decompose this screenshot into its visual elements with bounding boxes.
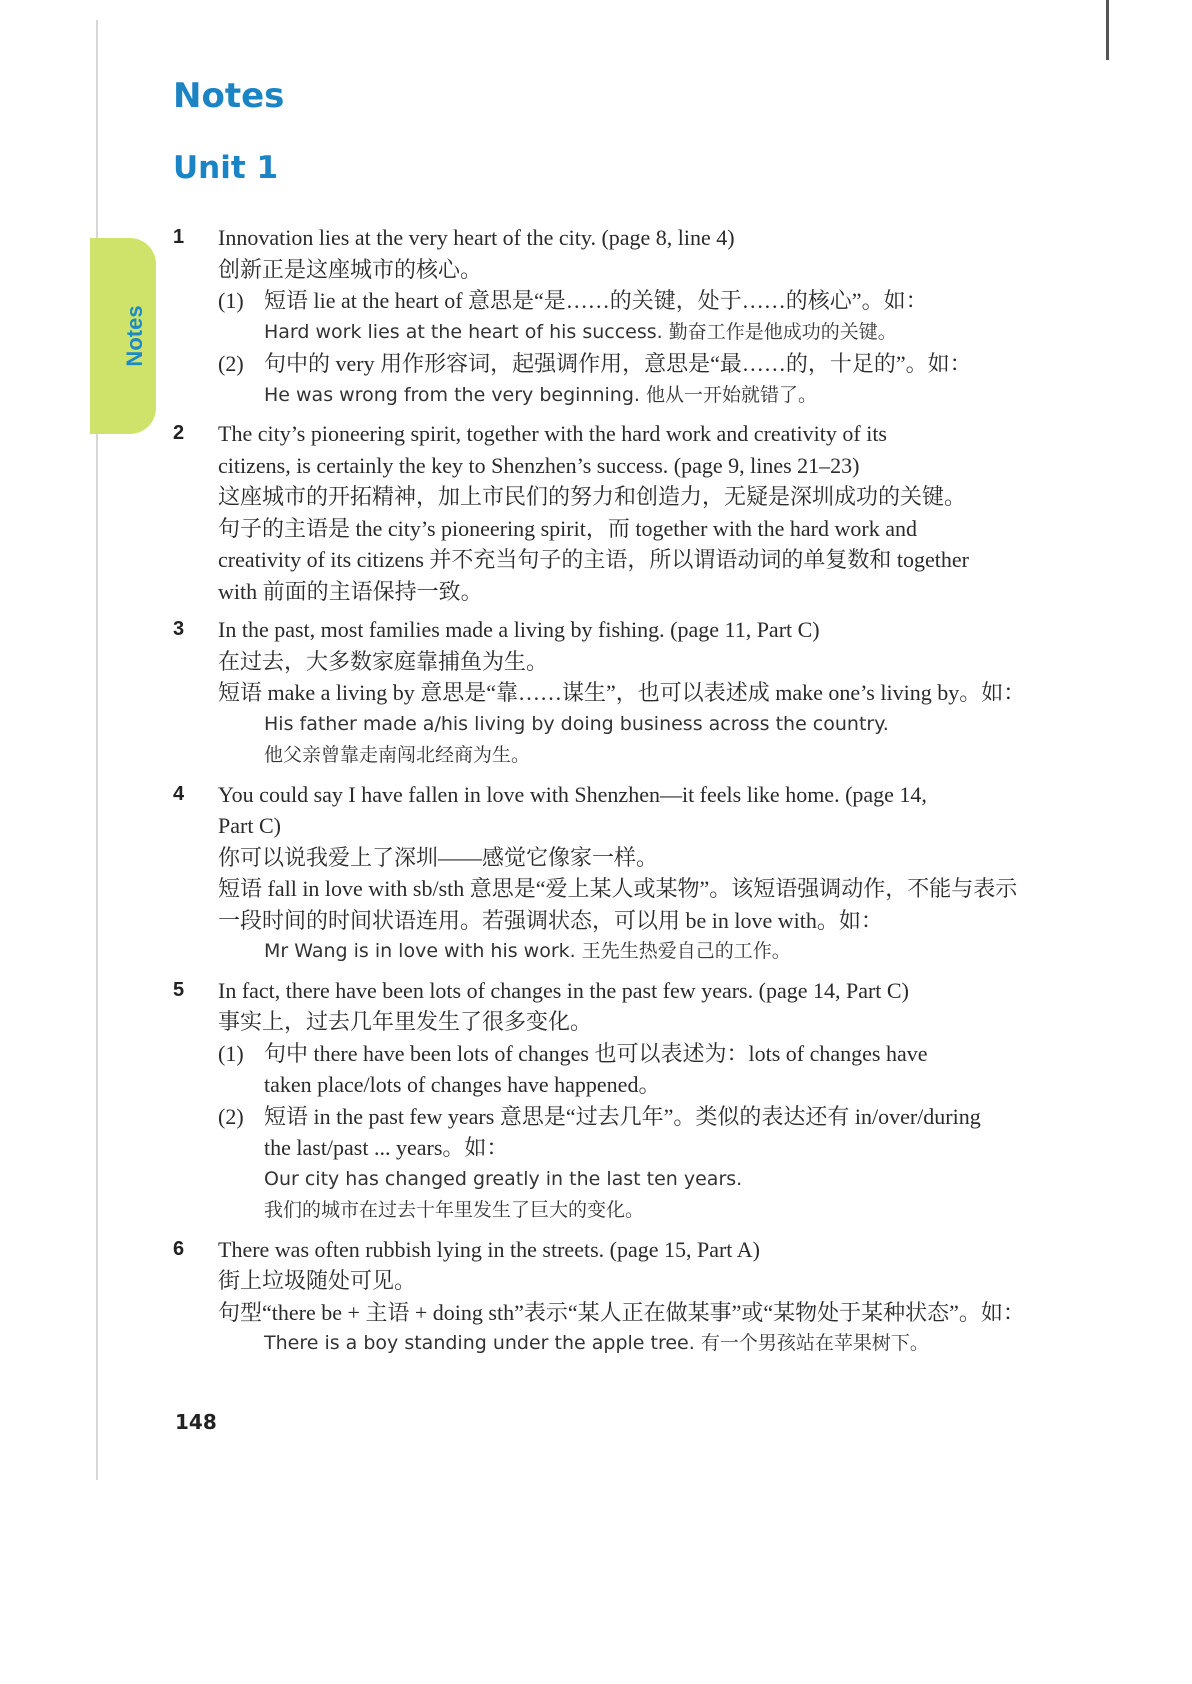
note-sentence: Innovation lies at the very heart of the city. (page 8, line 4) (218, 225, 735, 250)
note-explanation: 句型“there be + 主语 + doing sth”表示“某人正在做某事”或“某物处于某种状态”。如： (218, 1299, 1025, 1325)
note-explanation: 短语 make a living by 意思是“靠……谋生”，也可以表述成 make one’s living by。如： (218, 680, 1026, 705)
example-translation: 我们的城市在过去十年里发生了巨大的变化。 (264, 1199, 645, 1221)
note-sentence: In fact, there have been lots of changes in the past few years. (page 14, Part C) (218, 977, 909, 1003)
note-sentence: The city’s pioneering spirit, together with the hard work and creativity of its (218, 421, 887, 446)
note-subpoint (218, 1101, 1073, 1227)
note-explanation: with 前面的主语保持一致。 (218, 578, 483, 604)
note-explanation: 短语 fall in love with sb/sth 意思是“爱上某人或某物”。该短语强调动作，不能与表示 (218, 876, 1018, 901)
subpoint-marker: (2) (218, 351, 244, 376)
example-sentence: Mr Wang is in love with his work. 王先生热爱自己的工作。 (264, 940, 791, 962)
subpoint-text: taken place/lots of changes have happened。 (264, 1072, 661, 1097)
subpoint-marker: (1) (218, 1040, 244, 1066)
note-sentence: In the past, most families made a living by fishing. (page 11, Part C) (218, 617, 820, 642)
note-sentence: There was often rubbish lying in the streets. (page 15, Part A) (218, 1236, 760, 1262)
note-explanation: creativity of its citizens 并不充当句子的主语，所以谓语动词的单复数和 together (218, 547, 969, 572)
note-item (173, 779, 1073, 968)
note-sentence: You could say I have fallen in love with Shenzhen—it feels like home. (page 14, (218, 781, 927, 807)
note-sentence: citizens, is certainly the key to Shenzhen’s success. (page 9, lines 21–23) (218, 452, 860, 478)
note-translation: 街上垃圾随处可见。 (218, 1268, 417, 1293)
note-translation: 你可以说我爱上了深圳——感觉它像家一样。 (218, 844, 659, 870)
note-item (173, 975, 1073, 1227)
example-sentence: Hard work lies at the heart of his success. 勤奋工作是他成功的关键。 (264, 320, 897, 343)
note-explanation: 句子的主语是 the city’s pioneering spirit，而 together with the hard work and (218, 515, 917, 541)
example-sentence: He was wrong from the very beginning. 他从一开始就错了。 (264, 383, 817, 406)
notes-list (173, 222, 1073, 1367)
page-number: 148 (175, 1410, 217, 1434)
subpoint-text: 短语 in the past few years 意思是“过去几年”。类似的表达还有 in/over/during (264, 1103, 981, 1129)
note-item (173, 614, 1073, 772)
note-translation: 创新正是这座城市的核心。 (218, 256, 483, 282)
note-sentence: Part C) (218, 813, 281, 838)
note-number: 1 (173, 226, 185, 248)
subpoint-text: the last/past ... years。如： (264, 1135, 509, 1160)
note-number: 3 (173, 618, 185, 640)
note-explanation: 一段时间的时间状语连用。若强调状态，可以用 be in love with。如： (218, 907, 883, 933)
note-item (173, 418, 1073, 607)
note-number: 5 (173, 978, 185, 1001)
note-translation: 在过去，大多数家庭靠捕鱼为生。 (218, 648, 549, 674)
note-number: 4 (173, 782, 185, 805)
note-translation: 事实上，过去几年里发生了很多变化。 (218, 1009, 593, 1034)
page-edge-mark (1106, 0, 1109, 60)
note-number: 6 (173, 1237, 185, 1260)
note-item (173, 222, 1073, 411)
note-number: 2 (173, 422, 185, 444)
note-item (173, 1234, 1073, 1360)
subpoint-marker: (2) (218, 1103, 244, 1129)
subpoint-text: 句中 there have been lots of changes 也可以表述为：lots of changes have (264, 1040, 928, 1066)
example-sentence: His father made a/his living by doing business across the country. (264, 712, 889, 735)
note-subpoint (218, 285, 1073, 348)
example-sentence: Our city has changed greatly in the last ten years. (264, 1167, 743, 1190)
example-sentence: There is a boy standing under the apple tree. 有一个男孩站在苹果树下。 (264, 1332, 929, 1354)
side-tab-label: Notes (122, 305, 147, 367)
unit-heading: Unit 1 (173, 150, 279, 186)
note-translation: 这座城市的开拓精神，加上市民们的努力和创造力，无疑是深圳成功的关键。 (218, 484, 967, 509)
subpoint-text: 短语 lie at the heart of 意思是“是……的关键，处于……的核心”。如： (264, 288, 928, 313)
subpoint-marker: (1) (218, 288, 244, 313)
note-subpoint (218, 1038, 1073, 1101)
subpoint-text: 句中的 very 用作形容词，起强调作用，意思是“最……的，十足的”。如： (264, 351, 972, 376)
note-subpoint (218, 348, 1073, 411)
page-title: Notes (173, 76, 285, 116)
example-translation: 他父亲曾靠走南闯北经商为生。 (264, 744, 531, 766)
